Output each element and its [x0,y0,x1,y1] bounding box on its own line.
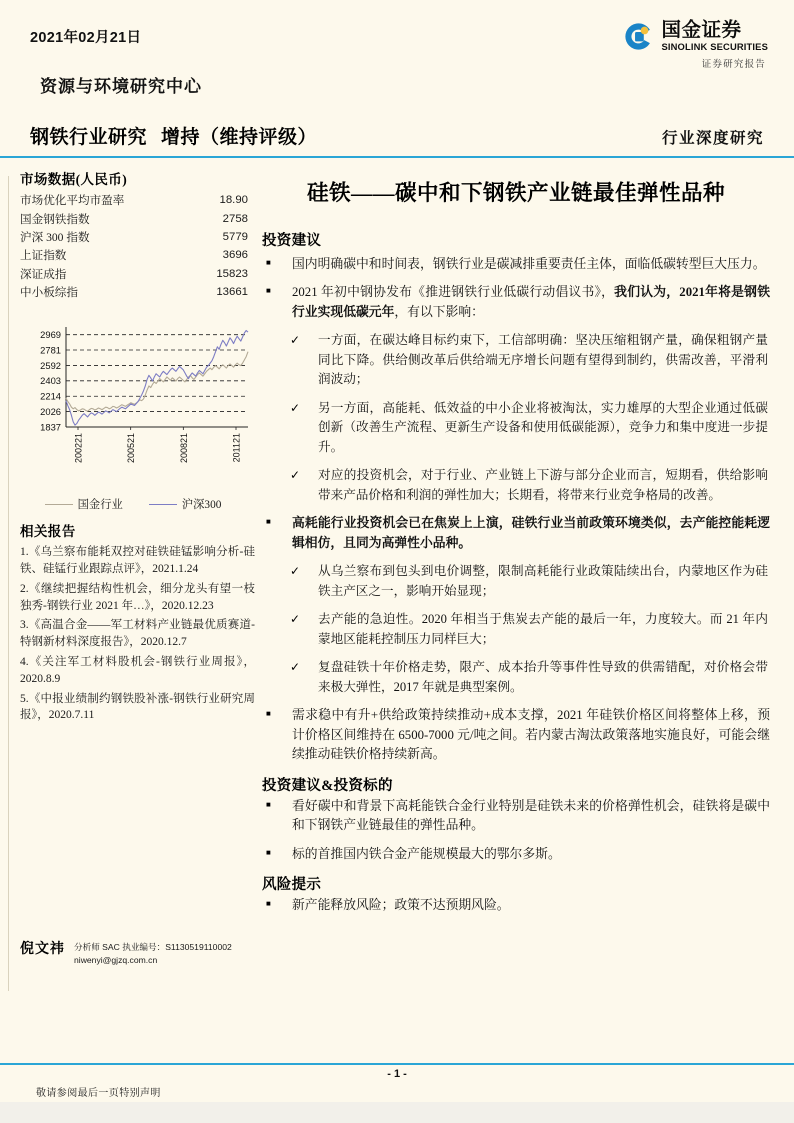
sub-bullet-item [262,399,770,458]
bullet-text-emphasis: 我们认为，2021年将是钢铁行业实现低碳元年 [292,285,770,319]
market-data-table [20,191,248,301]
industry-title-text: 钢铁行业研究 [30,127,148,148]
page-header [0,0,794,158]
bullet-text: 需求稳中有升+供给政策持续推动+成本支撑，2021 年硅铁价格区间将整体上移，预计价格区间维持在 6500-7000 元/吨之间。若内蒙古淘汰政策落地实施良好，可能会继续推动硅铁价格持续新高。 [292,708,770,762]
sub-bullet-text: 一方面，在碳达峰目标约束下，工信部明确：坚决压缩粗钢产量，确保粗钢产量同比下降。供给侧改革后供给端无序增长问题有望得到制约，供需改善，平滑利润波动； [318,333,768,387]
main-content [262,176,770,924]
list-item[interactable]: 5.《中报业绩制约钢铁股补涨-钢铁行业研究周报》，2020.7.11 [20,692,255,722]
bullet-item [262,797,770,836]
report-type-label: 行业深度研究 [661,130,764,147]
bullet-item [262,706,770,764]
sub-bullet-item [262,610,770,649]
market-data-body [20,191,248,301]
list-item[interactable]: 4.《关注军工材料股机会-钢铁行业周报》，2020.8.9 [20,655,255,685]
market-data-heading: 市场数据(人民币) [20,172,128,187]
market-row-value: 5779 [222,230,248,243]
footer-divider [0,1063,794,1065]
industry-title-line [30,122,317,149]
bullet-text: 看好碳中和背景下高耗能铁合金行业特别是硅铁未来的价格弹性机会，硅铁将是碳中和下钢铁产业链最佳的弹性品种。 [292,798,770,833]
report-date: 2021年02月21日 [30,30,142,46]
research-center-name: 资源与环境研究中心 [40,77,202,96]
bullet-item [262,514,770,553]
list-item[interactable]: 1.《乌兰察布能耗双控对硅铁硅锰影响分析-硅铁、硅锰行业跟踪点评》，2021.1.24 [20,546,255,576]
sub-bullet-item [262,562,770,601]
bullet-text-pre: 2021 年初中钢协发布《推进钢铁行业低碳行动倡议书》， [292,285,615,300]
legend-label: 沪深300 [181,499,222,512]
chart-series-line [66,352,248,412]
page-title: 硅铁——碳中和下钢铁产业链最佳弹性品种 [306,181,725,205]
company-logo [586,20,768,70]
market-row-label: 市场优化平均市盈率 [20,194,125,208]
market-row-label: 中小板综指 [20,286,78,300]
square-bullet-icon: ■ [266,709,271,719]
check-icon: ✓ [290,564,301,579]
table-row [20,283,248,301]
check-icon: ✓ [290,333,301,348]
y-axis-tick-label: 2781 [40,344,61,356]
performance-chart [20,319,252,512]
bullet-text: 新产能释放风险；政策不达预期风险。 [292,898,510,913]
sub-bullet-item [262,331,770,390]
sinolink-logo-icon [623,21,654,52]
bullet-text [292,283,770,322]
legend-label: 国金行业 [77,499,123,512]
analyst-details [74,938,232,967]
rating-badge: 增持（维持评级） [161,127,318,148]
analyst-credential: 分析师 SAC 执业编号：S1130519110002 [74,942,232,952]
y-axis-tick-label: 2026 [40,406,61,418]
sub-bullet-item [262,466,770,505]
market-row-label: 国金钢铁指数 [20,212,90,226]
legend-item-0 [45,496,123,512]
list-item[interactable]: 3.《高温合金——军工材料产业链最优质赛道-特钢新材料深度报告》，2020.12.7 [20,619,255,649]
analyst-email[interactable]: niwenyi@gjzq.com.cn [74,954,158,965]
section-heading-advice: 投资建议 [262,233,322,249]
table-row [20,246,248,264]
sub-bullet-text: 去产能的急迫性。2020 年相当于焦炭去产能的最后一年，力度较大。而 21 年内蒙地区能耗控制压力同样巨大； [318,612,768,646]
table-row [20,209,248,227]
related-reports-heading: 相关报告 [20,524,76,540]
square-bullet-icon: ■ [266,847,271,857]
bullet-text: 国内明确碳中和时间表，钢铁行业是碳减排重要责任主体，面临低碳转型巨大压力。 [292,257,766,271]
x-axis-tick-label: 200221 [73,433,84,464]
market-row-value: 18.90 [219,194,248,207]
sub-bullet-text: 另一方面，高能耗、低效益的中小企业将被淘汰，实力雄厚的大型企业通过低碳创新（改善生产流程、更新生产设备和使用低碳能源），竞争力和集中度进一步提升。 [318,400,768,454]
analyst-name: 倪文祎 [20,942,65,957]
check-icon: ✓ [290,660,301,675]
square-bullet-icon: ■ [266,258,271,267]
logo-subtitle: 证券研究报告 [701,60,766,71]
sub-bullet-text: 从乌兰察布到包头到电价调整，限制高耗能行业政策陆续出台，内蒙地区作为硅铁主产区之一，影响开始显现； [318,564,768,598]
sub-bullet-text: 对应的投资机会，对于行业、产业链上下游与部分企业而言，短期看，供给影响带来产品价格和利润的弹性加大；长期看，将带来行业竞争格局的改善。 [318,468,768,502]
table-row [20,191,248,209]
legend-swatch-icon [45,504,73,505]
x-axis-tick-label: 200821 [178,433,189,464]
logo-english-name: SINOLINK SECURITIES [661,41,768,53]
bullet-item [262,896,770,915]
bullet-text: 高耗能行业投资机会已在焦炭上上演，硅铁行业当前政策环境类似，去产能控能耗逻辑相仿，且同为高弹性小品种。 [292,516,770,550]
legend-item-1 [149,496,222,512]
footer-band [0,1102,794,1123]
footer-disclaimer: 敬请参阅最后一页特别声明 [36,1088,161,1099]
y-axis-tick-label: 2969 [40,329,61,341]
table-row [20,228,248,246]
chart-series-line [66,331,248,426]
check-icon: ✓ [290,400,301,415]
header-divider [0,156,794,158]
bullet-item [262,845,770,864]
section-heading-risk: 风险提示 [262,877,322,894]
x-axis-tick-label: 201121 [231,433,242,463]
related-reports [20,520,255,724]
x-axis-tick-label: 200521 [126,433,137,464]
market-row-value: 13661 [216,286,248,299]
bullet-text: 标的首推国内铁合金产能规模最大的鄂尔多斯。 [292,846,561,861]
market-row-value: 3696 [222,249,248,262]
y-axis-tick-label: 2403 [40,375,61,387]
bullet-item [262,255,770,274]
sub-bullet-text: 复盘硅铁十年价格走势，限产、成本抬升等事件性导致的供需错配，对价格会带来极大弹性，2017 年就是典型案例。 [318,660,768,694]
chart-legend [14,496,252,512]
industry-title [30,127,147,148]
list-item[interactable]: 2.《继续把握结构性机会，细分龙头有望一枝独秀-钢铁行业 2021 年…》，2020.12.23 [20,582,255,612]
bullet-text-post: ，有以下影响： [394,304,484,319]
market-row-label: 沪深 300 指数 [20,230,90,244]
square-bullet-icon: ■ [266,517,271,527]
table-row [20,265,248,283]
performance-chart-svg [20,319,252,494]
sub-bullet-item [262,658,770,697]
legend-swatch-icon [149,504,177,505]
sidebar [0,168,256,727]
y-axis-tick-label: 2592 [40,360,61,372]
logo-chinese-name: 国金证券 [661,19,742,41]
analyst-block [20,938,270,967]
y-axis-tick-label: 2214 [40,390,61,402]
check-icon: ✓ [290,612,301,627]
square-bullet-icon: ■ [266,286,271,296]
section-heading-target: 投资建议&投资标的 [262,777,393,794]
y-axis-tick-label: 1837 [40,421,61,433]
page-number: - 1 - [387,1068,407,1080]
market-row-label: 上证指数 [20,249,67,263]
market-row-label: 深证成指 [20,267,67,281]
square-bullet-icon: ■ [266,799,271,809]
bullet-item [262,283,770,322]
market-row-value: 15823 [216,267,248,280]
market-row-value: 2758 [222,212,248,225]
check-icon: ✓ [290,468,301,483]
square-bullet-icon: ■ [266,899,271,909]
